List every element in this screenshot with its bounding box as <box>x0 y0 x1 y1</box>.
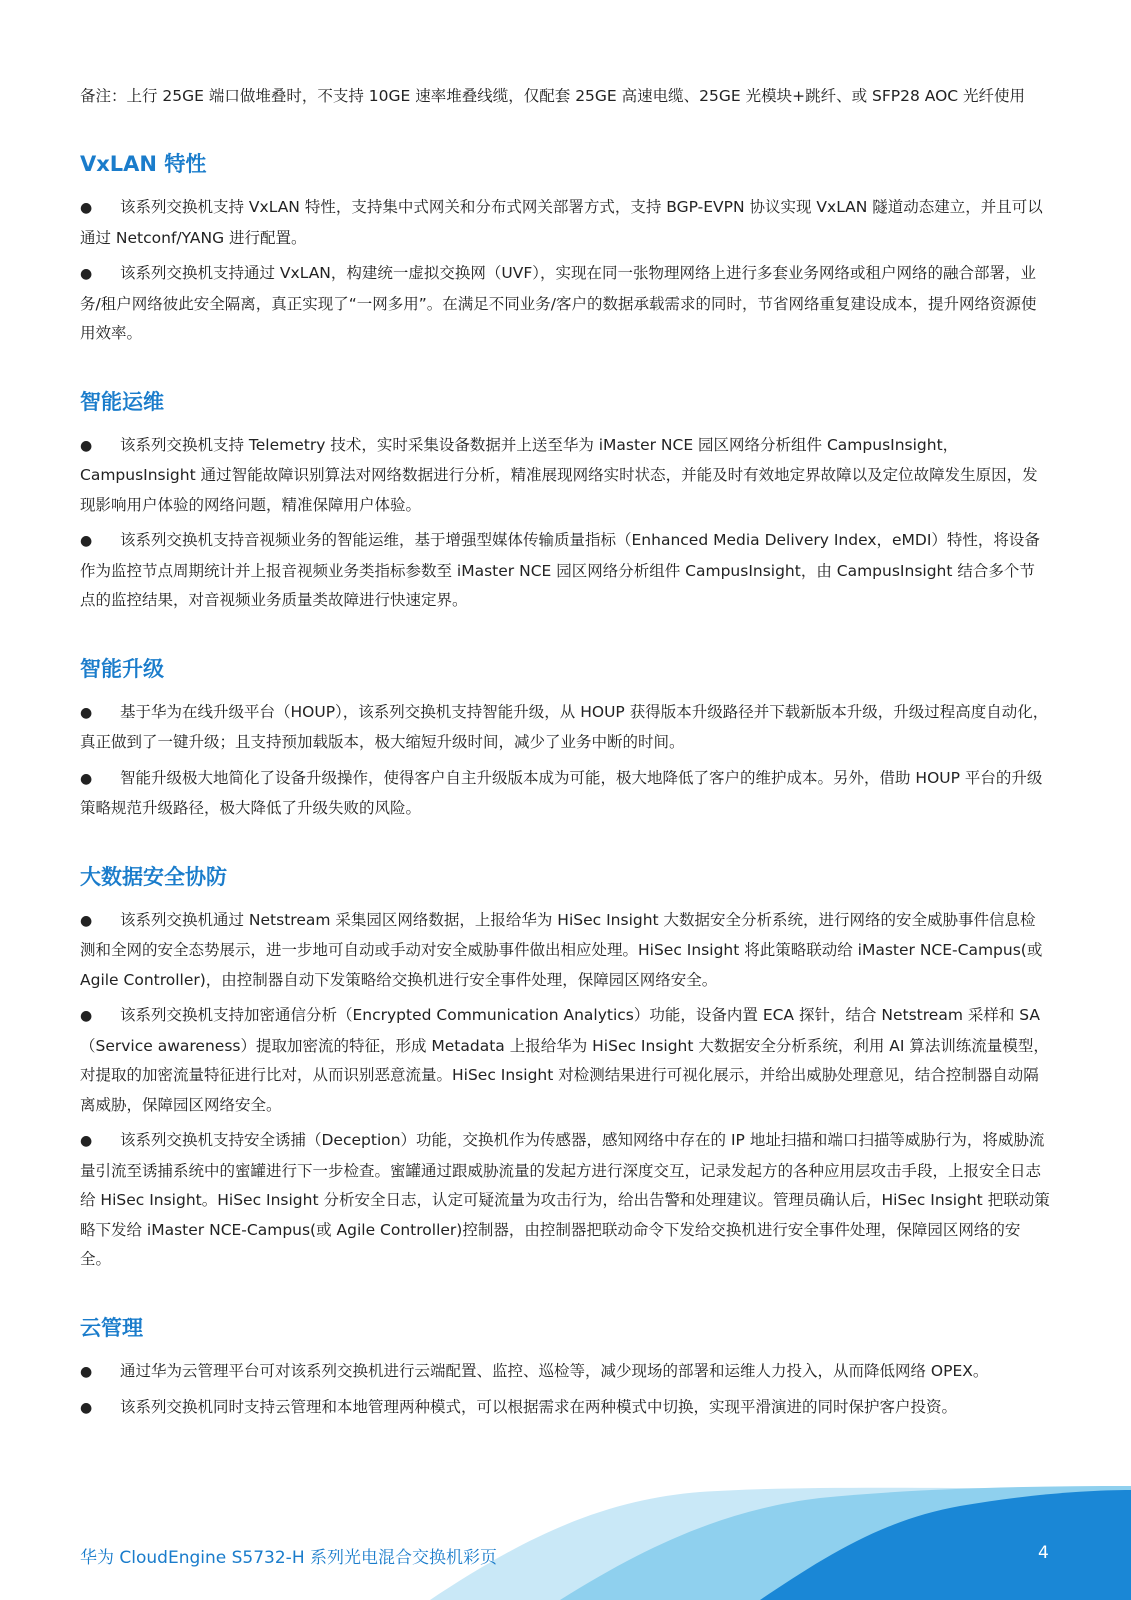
section-heading: 云管理 <box>80 1315 143 1340</box>
bullet-dot-icon: ● <box>80 770 93 787</box>
bullet-dot-icon: ● <box>80 437 93 454</box>
bullet-item <box>80 1393 1050 1424</box>
bullet-dot-icon: ● <box>80 1133 93 1149</box>
bullet-text: 该系列交换机支持通过 VxLAN，构建统一虚拟交换网（UVF），实现在同一张物理网络上进行多套业务网络或租户网络的融合部署，业务/租户网络彼此安全隔离，真正实现了“一网多用”。在满足不同业务/客户的数据承载需求的同时，节省网络重复建设成本，提升网络资源使用效率。 <box>80 264 1037 342</box>
bullet-text: 基于华为在线升级平台（HOUP），该系列交换机支持智能升级，从 HOUP 获得版本升级路径并下载新版本升级，升级过程高度自动化，真正做到了一键升级；且支持预加载版本，极大缩短升级时间，减少了业务中断的时间。 <box>80 702 1049 751</box>
bullet-item <box>80 431 1050 521</box>
bullet-item <box>80 193 1050 253</box>
page-content <box>80 82 1050 1430</box>
bullet-text: 该系列交换机支持安全诱捕（Deception）功能，交换机作为传感器，感知网络中存在的 IP 地址扫描和端口扫描等威胁行为，将威胁流量引流至诱捕系统中的蜜罐进行下一步检查。蜜罐通过跟威胁流量的发起方进行深度交互，记录发起方的各种应用层攻击手段，上报安全日志给 HiSec Insight。HiSec Insight 分析安全日志，认定可疑流量为攻击行为，给出告警和处理建议。管理员确认后，HiSec Insight 把联动策略下发给 iMaster NCE-Campus(或 Agile Controller)控制器，由控制器把联动命令下发给交换机进行安全事件处理，保障园区网络的安全。 <box>80 1131 1050 1268</box>
bullet-dot-icon: ● <box>80 1008 93 1024</box>
bullet-item <box>80 1357 1050 1388</box>
bullet-dot-icon: ● <box>80 1363 93 1380</box>
bullet-dot-icon: ● <box>80 912 93 929</box>
section-heading: VxLAN 特性 <box>80 152 207 176</box>
bullet-item <box>80 1126 1050 1275</box>
sections-container <box>80 149 1050 1424</box>
section-heading: 智能升级 <box>80 656 164 681</box>
bullet-dot-icon: ● <box>80 704 93 721</box>
bullet-item <box>80 906 1050 996</box>
bullet-text: 该系列交换机支持音视频业务的智能运维，基于增强型媒体传输质量指标（Enhanced Media Delivery Index，eMDI）特性，将设备作为监控节点周期统计并上报音视频业务类指标参数至 iMaster NCE 园区网络分析组件 CampusInsight，由 CampusInsight 结合多个节点的监控结果，对音视频业务质量类故障进行快速定界。 <box>80 531 1040 609</box>
bullet-item <box>80 698 1050 758</box>
bullet-dot-icon: ● <box>80 200 93 216</box>
bullet-text: 智能升级极大地简化了设备升级操作，使得客户自主升级版本成为可能，极大地降低了客户的维护成本。另外，借助 HOUP 平台的升级策略规范升级路径，极大降低了升级失败的风险。 <box>80 768 1043 817</box>
bullet-dot-icon: ● <box>80 533 93 549</box>
bullet-text: 该系列交换机支持 Telemetry 技术，实时采集设备数据并上送至华为 iMaster NCE 园区网络分析组件 CampusInsight，CampusInsight 通过智能故障识别算法对网络数据进行分析，精准展现网络实时状态，并能及时有效地定界故障以及定位故障发生原因，发现影响用户体验的网络问题，精准保障用户体验。 <box>80 435 1038 514</box>
note-paragraph: 备注：上行 25GE 端口做堆叠时，不支持 10GE 速率堆叠线缆，仅配套 25GE 高速电缆、25GE 光模块+跳纤、或 SFP28 AOC 光纤使用 <box>80 87 1026 105</box>
bullet-text: 该系列交换机通过 Netstream 采集园区网络数据，上报给华为 HiSec Insight 大数据安全分析系统，进行网络的安全威胁事件信息检测和全网的安全态势展示，进一步地可自动或手动对安全威胁事件做出相应处理。HiSec Insight 将此策略联动给 iMaster NCE-Campus(或 Agile Controller)，由控制器自动下发策略给交换机进行安全事件处理，保障园区网络安全。 <box>80 910 1043 989</box>
page-number: 4 <box>1038 1543 1049 1563</box>
bullet-text: 该系列交换机支持 VxLAN 特性，支持集中式网关和分布式网关部署方式，支持 BGP-EVPN 协议实现 VxLAN 隧道动态建立，并且可以通过 Netconf/YANG 进行配置。 <box>80 198 1043 247</box>
section-heading: 智能运维 <box>80 389 164 414</box>
bullet-text: 该系列交换机同时支持云管理和本地管理两种模式，可以根据需求在两种模式中切换，实现平滑演进的同时保护客户投资。 <box>120 1398 958 1416</box>
bullet-item <box>80 526 1050 616</box>
bullet-item <box>80 1001 1050 1120</box>
footer-title: 华为 CloudEngine S5732-H 系列光电混合交换机彩页 <box>80 1548 498 1568</box>
bullet-item <box>80 259 1050 349</box>
section-heading: 大数据安全协防 <box>80 864 227 889</box>
bullet-item <box>80 764 1050 824</box>
bullet-dot-icon: ● <box>80 1400 93 1416</box>
bullet-text: 该系列交换机支持加密通信分析（Encrypted Communication Analytics）功能，设备内置 ECA 探针，结合 Netstream 采样和 SA（Service awareness）提取加密流的特征，形成 Metadata 上报给华为 HiSec Insight 大数据安全分析系统，利用 AI 算法训练流量模型，对提取的加密流量特征进行比对，从而识别恶意流量。HiSec Insight 对检测结果进行可视化展示，并给出威胁处理意见，结合控制器自动隔离威胁，保障园区网络安全。 <box>80 1006 1049 1114</box>
bullet-text: 通过华为云管理平台可对该系列交换机进行云端配置、监控、巡检等，减少现场的部署和运维人力投入，从而降低网络 OPEX。 <box>120 1361 989 1380</box>
bullet-dot-icon: ● <box>80 266 93 282</box>
footer-wave-decoration <box>0 1480 1131 1600</box>
